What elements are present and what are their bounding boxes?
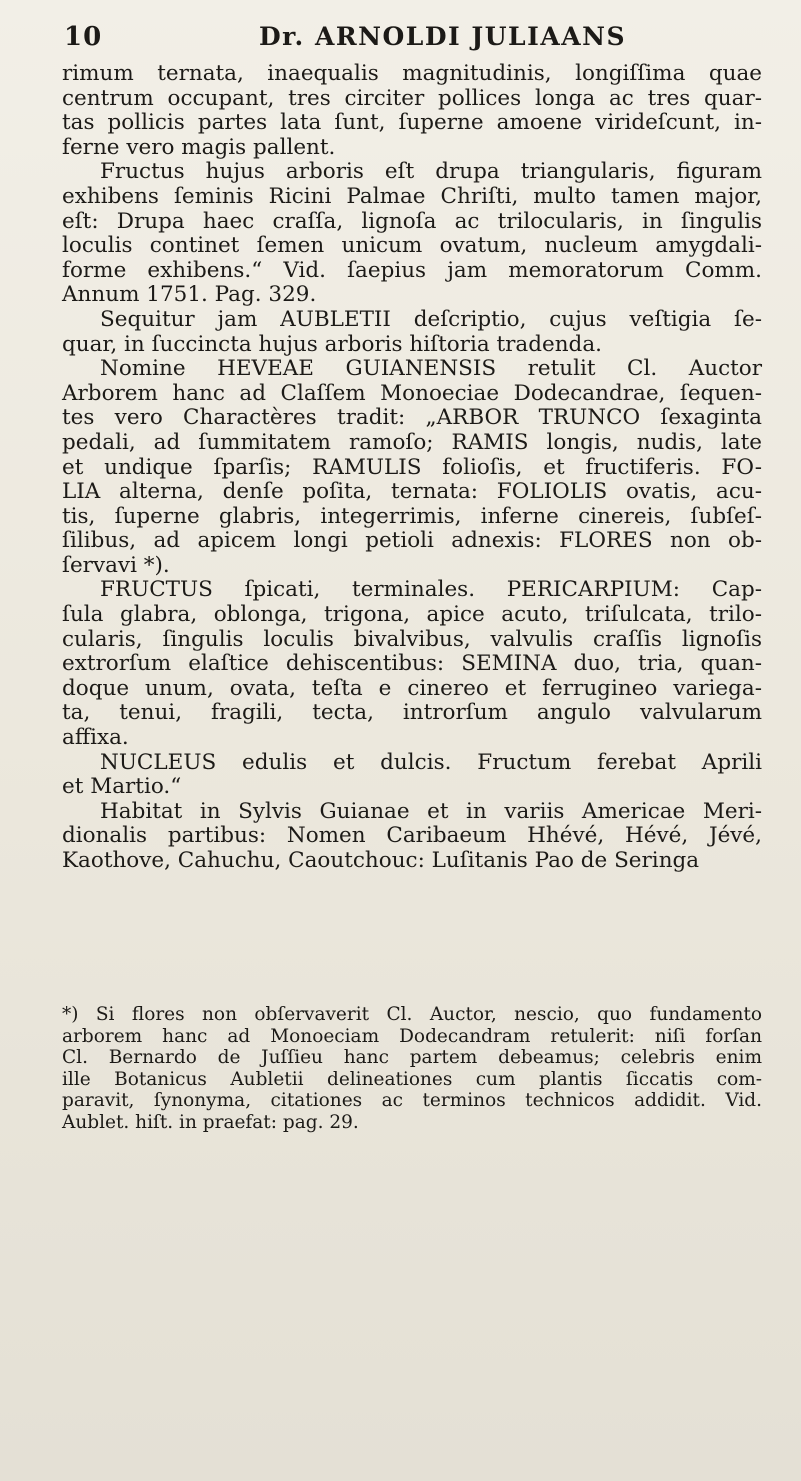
text-line: extrorſum elaſtice dehiscentibus: SEMINA duo, tria, quan-: [62, 651, 762, 677]
paragraph-start-line: FRUCTUS ſpicati, terminales. PERICARPIUM: Cap-: [100, 577, 762, 603]
footnote-line: arborem hanc ad Monoeciam Dodecandram retulerit: niſi forſan: [62, 1025, 762, 1047]
text-line: et Martio.“: [62, 774, 182, 800]
footnote-line: Cl. Bernardo de Juſſieu hanc partem debeamus; celebris enim: [62, 1047, 762, 1069]
text-line: forme exhibens.“ Vid. ſaepius jam memoratorum Comm.: [62, 257, 762, 283]
text-line: ſilibus, ad apicem longi petioli adnexis: FLORES non ob-: [62, 528, 762, 554]
text-line: tes vero Charactères tradit: „ARBOR TRUNCO ſexaginta: [62, 405, 762, 431]
text-line: Arborem hanc ad Claſſem Monoeciae Dodecandrae, ſequen-: [62, 380, 762, 406]
text-line: tas pollicis partes lata ſunt, ſuperne amoene virideſcunt, in-: [62, 110, 762, 136]
footnote: [62, 1004, 762, 1134]
main-text: [62, 62, 762, 874]
paragraph-start-line: Habitat in Sylvis Guianae et in variis Americae Meri-: [100, 798, 762, 824]
text-line: centrum occupant, tres circiter pollices longa ac tres quar-: [62, 85, 762, 111]
footnote-line: paravit, ſynonyma, citationes ac terminos technicos addidit. Vid.: [62, 1090, 762, 1112]
text-line: dionalis partibus: Nomen Caribaeum Hhévé, Hévé, Jévé,: [62, 823, 762, 849]
paragraph-start-line: NUCLEUS edulis et dulcis. Fructum ferebat Aprili: [100, 749, 762, 775]
text-line: eſt: Drupa haec craſſa, lignoſa ac trilocularis, in ſingulis: [62, 208, 762, 234]
footnote-line: ille Botanicus Aubletii delineationes cum plantis ſiccatis com-: [62, 1068, 762, 1090]
text-line: cularis, ſingulis loculis bivalvibus, valvulis craſſis lignoſis: [62, 626, 762, 652]
paragraph-start-line: Fructus hujus arboris eſt drupa triangularis, figuram: [100, 159, 762, 185]
text-line: Annum 1751. Pag. 329.: [62, 282, 317, 308]
paragraph-start-line: Sequitur jam AUBLETII deſcriptio, cujus veſtigia ſe-: [100, 306, 762, 332]
text-line: ſervavi *).: [62, 552, 170, 578]
running-head: Dr. ARNOLDI JULIAANS: [259, 22, 627, 51]
text-line: quar, in ſuccincta hujus arboris hiſtoria tradenda.: [62, 331, 602, 357]
text-line: doque unum, ovata, teſta e cinereo et ferrugineo variega-: [62, 675, 762, 701]
footnote-line: Aublet. hiſt. in praefat: pag. 29.: [62, 1111, 359, 1133]
text-line: loculis continet ſemen unicum ovatum, nucleum amygdali-: [62, 233, 762, 259]
text-line: ferne vero magis pallent.: [62, 134, 336, 160]
page-number: 10: [64, 22, 103, 52]
text-line: rimum ternata, inaequalis magnitudinis, longiſſima quae: [62, 61, 762, 86]
text-line: et undique ſparſis; RAMULIS folioſis, et fructiferis. FO-: [62, 454, 762, 480]
footnote-line: *) Si flores non obſervaverit Cl. Auctor, nescio, quo fundamento: [62, 1004, 762, 1025]
text-line: exhibens ſeminis Ricini Palmae Chriſti, multo tamen major,: [62, 183, 762, 209]
text-line: affixa.: [62, 725, 129, 751]
text-line: LIA alterna, denſe poſita, ternata: FOLIOLIS ovatis, acu-: [62, 479, 762, 505]
page-header: [64, 22, 761, 56]
text-line: Kaothove, Cahuchu, Caoutchouc: Luſitanis Pao de Seringa: [62, 848, 700, 873]
paragraph-start-line: Nomine HEVEAE GUIANENSIS retulit Cl. Auctor: [100, 356, 762, 382]
text-line: pedali, ad ſummitatem ramoſo; RAMIS longis, nudis, late: [62, 429, 762, 455]
text-line: tis, ſuperne glabris, integerrimis, inferne cinereis, ſubſeſ-: [62, 503, 762, 529]
text-line: ſula glabra, oblonga, trigona, apice acuto, triſulcata, trilo-: [62, 602, 762, 628]
text-line: ta, tenui, fragili, tecta, introrſum angulo valvularum: [62, 700, 762, 726]
